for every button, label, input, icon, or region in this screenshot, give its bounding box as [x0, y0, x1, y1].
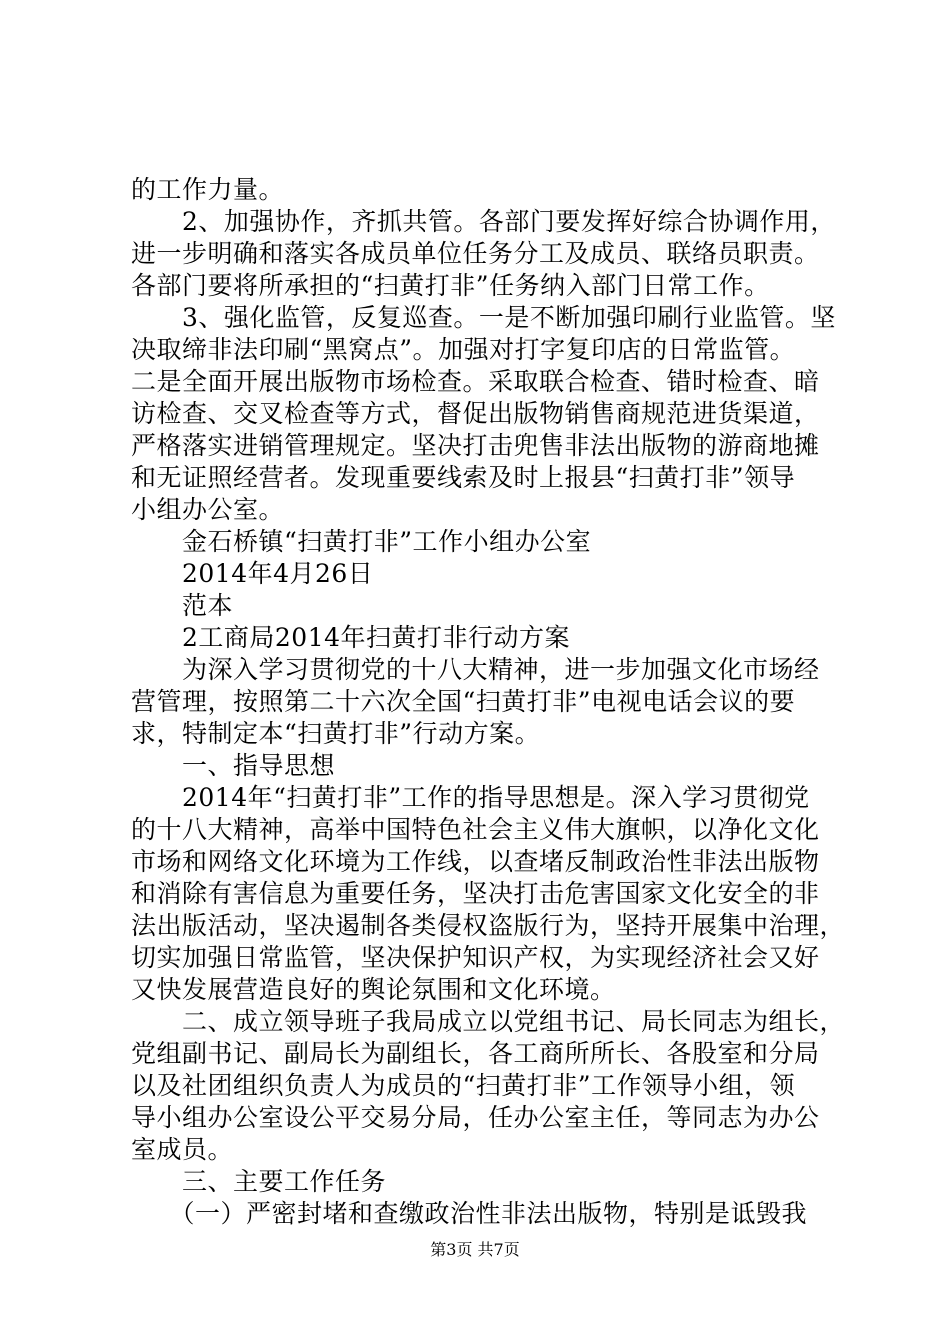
- text-line: 金石桥镇“扫黄打非”工作小组办公室: [131, 527, 592, 556]
- text-line: 小组办公室。: [131, 495, 285, 524]
- text-line: 又快发展营造良好的舆论氛围和文化环境。: [131, 975, 616, 1004]
- text-line: 范本: [131, 591, 234, 620]
- text-line: （一）严密封堵和查缴政治性非法出版物，特别是诋毁我: [131, 1199, 808, 1228]
- text-line: 2、加强协作，齐抓共管。各部门要发挥好综合协调作用，: [131, 207, 836, 236]
- text-line: 室成员。: [131, 1135, 234, 1164]
- text-line: 的工作力量。: [131, 175, 285, 204]
- text-line: 营管理，按照第二十六次全国“扫黄打非”电视电话会议的要: [131, 687, 796, 716]
- text-line: 求，特制定本“扫黄打非”行动方案。: [131, 719, 541, 748]
- text-line: 切实加强日常监管，坚决保护知识产权，为实现经济社会又好: [131, 943, 820, 972]
- text-line: 党组副书记、副局长为副组长，各工商所所长、各股室和分局: [131, 1039, 820, 1068]
- text-line: 访检查、交叉检查等方式，督促出版物销售商规范进货渠道，: [131, 399, 820, 428]
- text-line: 三、主要工作任务: [131, 1167, 387, 1196]
- text-line: 的十八大精神，高举中国特色社会主义伟大旗帜，以净化文化: [131, 815, 820, 844]
- text-line: 决取缔非法印刷“黑窝点”。加强对打字复印店的日常监管。: [131, 335, 796, 364]
- text-line: 和消除有害信息为重要任务，坚决打击危害国家文化安全的非: [131, 879, 820, 908]
- text-line: 严格落实进销管理规定。坚决打击兜售非法出版物的游商地摊: [131, 431, 820, 460]
- text-line: 为深入学习贯彻党的十八大精神，进一步加强文化市场经: [131, 655, 820, 684]
- text-line: 导小组办公室设公平交易分局，任办公室主任，等同志为办公: [131, 1103, 820, 1132]
- text-line: 以及社团组织负责人为成员的“扫黄打非”工作领导小组，领: [131, 1071, 796, 1100]
- text-line: 一、指导思想: [131, 751, 336, 780]
- text-line: 市场和网络文化环境为工作线，以查堵反制政治性非法出版物: [131, 847, 820, 876]
- text-line: 各部门要将所承担的“扫黄打非”任务纳入部门日常工作。: [131, 271, 770, 300]
- text-line: 2014年“扫黄打非”工作的指导思想是。深入学习贯彻党: [131, 783, 810, 812]
- text-line: 二、成立领导班子我局成立以党组书记、局长同志为组长，: [131, 1007, 846, 1036]
- text-line: 法出版活动，坚决遏制各类侵权盗版行为，坚持开展集中治理，: [131, 911, 846, 940]
- text-line: 3、强化监管，反复巡查。一是不断加强印刷行业监管。坚: [131, 303, 836, 332]
- text-line: 和无证照经营者。发现重要线索及时上报县“扫黄打非”领导: [131, 463, 796, 492]
- text-line: 二是全面开展出版物市场检查。采取联合检查、错时检查、暗: [131, 367, 820, 396]
- text-line: 2014年4月26日: [131, 559, 374, 588]
- page-number-footer: 第3页 共7页: [430, 1240, 520, 1259]
- text-line: 2工商局2014年扫黄打非行动方案: [131, 623, 571, 652]
- text-line: 进一步明确和落实各成员单位任务分工及成员、联络员职责。: [131, 239, 820, 268]
